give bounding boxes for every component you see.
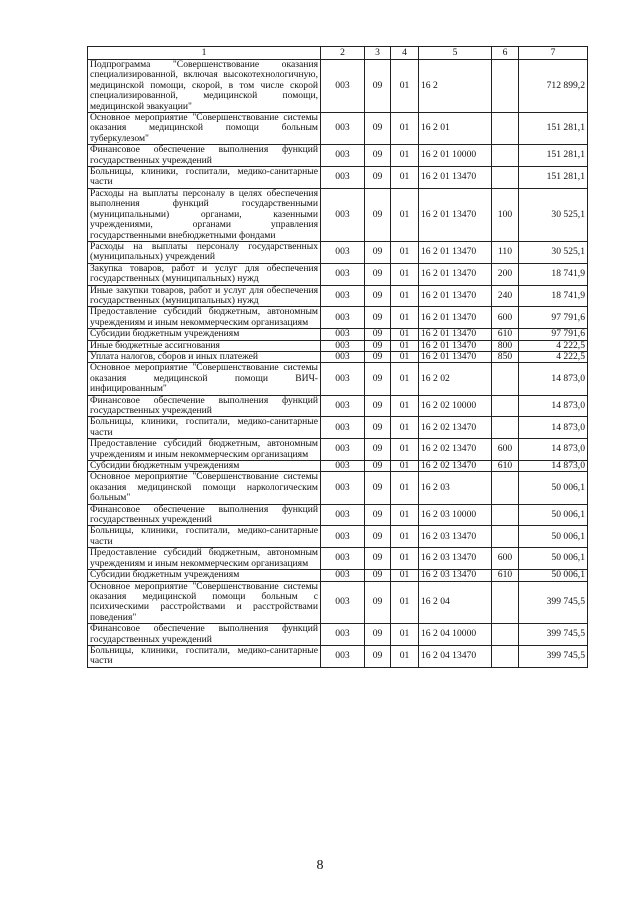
- subsection-cell: 01: [391, 645, 419, 667]
- target-article-cell: 16 2 02 13470: [419, 417, 492, 439]
- section-cell: 09: [365, 472, 391, 504]
- target-article-cell: 16 2 03: [419, 472, 492, 504]
- amount-cell: 14 873,0: [519, 461, 588, 472]
- section-cell: 09: [365, 285, 391, 307]
- target-article-cell: 16 2 03 13470: [419, 548, 492, 570]
- amount-cell: 50 006,1: [519, 504, 588, 526]
- expense-type-cell: [492, 417, 519, 439]
- table-row: [88, 263, 588, 285]
- amount-cell: 14 873,0: [519, 439, 588, 461]
- grbs-cell: 003: [321, 340, 365, 351]
- expense-type-cell: [492, 113, 519, 145]
- section-cell: 09: [365, 581, 391, 624]
- amount-cell: 14 873,0: [519, 363, 588, 395]
- subsection-cell: 01: [391, 329, 419, 340]
- subsection-cell: 01: [391, 307, 419, 329]
- target-article-cell: 16 2: [419, 60, 492, 113]
- table-row: [88, 340, 588, 351]
- table-row: [88, 581, 588, 624]
- table-row: [88, 241, 588, 263]
- column-header: 6: [492, 47, 519, 60]
- column-header: 4: [391, 47, 419, 60]
- column-header: 1: [88, 47, 321, 60]
- section-cell: 09: [365, 548, 391, 570]
- table-row: [88, 624, 588, 646]
- row-name-cell: Основное мероприятие "Совершенствование системы оказания медицинской помощи наркологическим больным": [88, 472, 321, 504]
- table-row: [88, 307, 588, 329]
- amount-cell: 712 899,2: [519, 60, 588, 113]
- target-article-cell: 16 2 02: [419, 363, 492, 395]
- amount-cell: 97 791,6: [519, 307, 588, 329]
- expense-type-cell: 610: [492, 329, 519, 340]
- amount-cell: 151 281,1: [519, 113, 588, 145]
- section-cell: 09: [365, 570, 391, 581]
- section-cell: 09: [365, 188, 391, 241]
- row-name-cell: Закупка товаров, работ и услуг для обеспечения государственных (муниципальных) нужд: [88, 263, 321, 285]
- expense-type-cell: [492, 145, 519, 167]
- subsection-cell: 01: [391, 570, 419, 581]
- section-cell: 09: [365, 461, 391, 472]
- row-name-cell: Предоставление субсидий бюджетным, автономным учреждениям и иным некоммерческим организациям: [88, 548, 321, 570]
- target-article-cell: 16 2 04: [419, 581, 492, 624]
- section-cell: 09: [365, 526, 391, 548]
- amount-cell: 4 222,5: [519, 351, 588, 362]
- grbs-cell: 003: [321, 439, 365, 461]
- table-row: [88, 145, 588, 167]
- amount-cell: 14 873,0: [519, 417, 588, 439]
- grbs-cell: 003: [321, 329, 365, 340]
- amount-cell: 399 745,5: [519, 624, 588, 646]
- table-row: [88, 526, 588, 548]
- column-header: 2: [321, 47, 365, 60]
- subsection-cell: 01: [391, 60, 419, 113]
- amount-cell: 399 745,5: [519, 645, 588, 667]
- grbs-cell: 003: [321, 145, 365, 167]
- section-cell: 09: [365, 504, 391, 526]
- table-row: [88, 188, 588, 241]
- row-name-cell: Предоставление субсидий бюджетным, автономным учреждениям и иным некоммерческим организациям: [88, 439, 321, 461]
- section-cell: 09: [365, 113, 391, 145]
- grbs-cell: 003: [321, 263, 365, 285]
- table-row: [88, 570, 588, 581]
- grbs-cell: 003: [321, 285, 365, 307]
- section-cell: 09: [365, 439, 391, 461]
- row-name-cell: Иные закупки товаров, работ и услуг для обеспечения государственных (муниципальных) нужд: [88, 285, 321, 307]
- target-article-cell: 16 2 01 13470: [419, 188, 492, 241]
- subsection-cell: 01: [391, 417, 419, 439]
- section-cell: 09: [365, 340, 391, 351]
- row-name-cell: Подпрограмма "Совершенствование оказания специализированной, включая высокотехнологичную, медицинской помощи, скорой, в том числе скорой специализированной, медицинской помощи, медицинской эвакуации": [88, 60, 321, 113]
- section-cell: 09: [365, 145, 391, 167]
- expense-type-cell: [492, 526, 519, 548]
- subsection-cell: 01: [391, 351, 419, 362]
- target-article-cell: 16 2 01 13470: [419, 329, 492, 340]
- amount-cell: 50 006,1: [519, 526, 588, 548]
- subsection-cell: 01: [391, 285, 419, 307]
- section-cell: 09: [365, 645, 391, 667]
- row-name-cell: Расходы на выплаты персоналу в целях обеспечения выполнения функций государственными (муниципальными) органами, казенными учреждениями, органами управления государственными внебюджетными фондами: [88, 188, 321, 241]
- grbs-cell: 003: [321, 417, 365, 439]
- target-article-cell: 16 2 03 10000: [419, 504, 492, 526]
- amount-cell: 50 006,1: [519, 472, 588, 504]
- amount-cell: 151 281,1: [519, 145, 588, 167]
- subsection-cell: 01: [391, 504, 419, 526]
- amount-cell: 14 873,0: [519, 395, 588, 417]
- grbs-cell: 003: [321, 351, 365, 362]
- table-row: [88, 60, 588, 113]
- amount-cell: 18 741,9: [519, 263, 588, 285]
- target-article-cell: 16 2 01 13470: [419, 285, 492, 307]
- table-header-row: [88, 47, 588, 60]
- grbs-cell: 003: [321, 395, 365, 417]
- grbs-cell: 003: [321, 624, 365, 646]
- row-name-cell: Предоставление субсидий бюджетным, автономным учреждениям и иным некоммерческим организациям: [88, 307, 321, 329]
- section-cell: 09: [365, 167, 391, 189]
- subsection-cell: 01: [391, 472, 419, 504]
- subsection-cell: 01: [391, 340, 419, 351]
- subsection-cell: 01: [391, 145, 419, 167]
- table-body: [88, 60, 588, 668]
- grbs-cell: 003: [321, 548, 365, 570]
- row-name-cell: Иные бюджетные ассигнования: [88, 340, 321, 351]
- section-cell: 09: [365, 417, 391, 439]
- row-name-cell: Больницы, клиники, госпитали, медико-санитарные части: [88, 645, 321, 667]
- section-cell: 09: [365, 395, 391, 417]
- subsection-cell: 01: [391, 395, 419, 417]
- expense-type-cell: 240: [492, 285, 519, 307]
- amount-cell: 399 745,5: [519, 581, 588, 624]
- subsection-cell: 01: [391, 461, 419, 472]
- section-cell: 09: [365, 241, 391, 263]
- target-article-cell: 16 2 01 10000: [419, 145, 492, 167]
- amount-cell: 50 006,1: [519, 548, 588, 570]
- subsection-cell: 01: [391, 624, 419, 646]
- budget-table: [87, 46, 588, 668]
- section-cell: 09: [365, 307, 391, 329]
- row-name-cell: Финансовое обеспечение выполнения функций государственных учреждений: [88, 624, 321, 646]
- grbs-cell: 003: [321, 472, 365, 504]
- expense-type-cell: 600: [492, 307, 519, 329]
- target-article-cell: 16 2 04 10000: [419, 624, 492, 646]
- row-name-cell: Основное мероприятие "Совершенствование системы оказания медицинской помощи больным с психическими расстройствами и расстройствами поведения": [88, 581, 321, 624]
- section-cell: 09: [365, 624, 391, 646]
- table-row: [88, 167, 588, 189]
- table-row: [88, 329, 588, 340]
- table-row: [88, 461, 588, 472]
- expense-type-cell: [492, 581, 519, 624]
- grbs-cell: 003: [321, 60, 365, 113]
- table-row: [88, 113, 588, 145]
- expense-type-cell: 200: [492, 263, 519, 285]
- row-name-cell: Субсидии бюджетным учреждениям: [88, 329, 321, 340]
- expense-type-cell: [492, 504, 519, 526]
- target-article-cell: 16 2 01 13470: [419, 340, 492, 351]
- amount-cell: 97 791,6: [519, 329, 588, 340]
- grbs-cell: 003: [321, 526, 365, 548]
- amount-cell: 30 525,1: [519, 241, 588, 263]
- expense-type-cell: [492, 363, 519, 395]
- row-name-cell: Основное мероприятие "Совершенствование системы оказания медицинской помощи ВИЧ-инфицированным": [88, 363, 321, 395]
- subsection-cell: 01: [391, 263, 419, 285]
- grbs-cell: 003: [321, 363, 365, 395]
- target-article-cell: 16 2 01 13470: [419, 307, 492, 329]
- amount-cell: 18 741,9: [519, 285, 588, 307]
- subsection-cell: 01: [391, 581, 419, 624]
- grbs-cell: 003: [321, 307, 365, 329]
- amount-cell: 30 525,1: [519, 188, 588, 241]
- expense-type-cell: 100: [492, 188, 519, 241]
- subsection-cell: 01: [391, 241, 419, 263]
- row-name-cell: Основное мероприятие "Совершенствование системы оказания медицинской помощи больным туберкулезом": [88, 113, 321, 145]
- expense-type-cell: 110: [492, 241, 519, 263]
- row-name-cell: Финансовое обеспечение выполнения функций государственных учреждений: [88, 395, 321, 417]
- row-name-cell: Больницы, клиники, госпитали, медико-санитарные части: [88, 167, 321, 189]
- expense-type-cell: [492, 167, 519, 189]
- table-row: [88, 285, 588, 307]
- row-name-cell: Больницы, клиники, госпитали, медико-санитарные части: [88, 417, 321, 439]
- amount-cell: 50 006,1: [519, 570, 588, 581]
- section-cell: 09: [365, 363, 391, 395]
- row-name-cell: Уплата налогов, сборов и иных платежей: [88, 351, 321, 362]
- target-article-cell: 16 2 03 13470: [419, 526, 492, 548]
- expense-type-cell: 800: [492, 340, 519, 351]
- row-name-cell: Финансовое обеспечение выполнения функций государственных учреждений: [88, 504, 321, 526]
- table-row: [88, 548, 588, 570]
- target-article-cell: 16 2 01 13470: [419, 351, 492, 362]
- row-name-cell: Субсидии бюджетным учреждениям: [88, 461, 321, 472]
- target-article-cell: 16 2 02 13470: [419, 461, 492, 472]
- expense-type-cell: [492, 395, 519, 417]
- expense-type-cell: [492, 60, 519, 113]
- amount-cell: 4 222,5: [519, 340, 588, 351]
- table-row: [88, 645, 588, 667]
- target-article-cell: 16 2 01 13470: [419, 167, 492, 189]
- expense-type-cell: 610: [492, 461, 519, 472]
- table-row: [88, 439, 588, 461]
- subsection-cell: 01: [391, 113, 419, 145]
- column-header: 3: [365, 47, 391, 60]
- amount-cell: 151 281,1: [519, 167, 588, 189]
- grbs-cell: 003: [321, 581, 365, 624]
- grbs-cell: 003: [321, 188, 365, 241]
- table-row: [88, 417, 588, 439]
- expense-type-cell: [492, 645, 519, 667]
- subsection-cell: 01: [391, 167, 419, 189]
- expense-type-cell: [492, 624, 519, 646]
- section-cell: 09: [365, 329, 391, 340]
- subsection-cell: 01: [391, 188, 419, 241]
- expense-type-cell: 850: [492, 351, 519, 362]
- page-number: 8: [316, 858, 324, 873]
- table-row: [88, 395, 588, 417]
- section-cell: 09: [365, 351, 391, 362]
- grbs-cell: 003: [321, 645, 365, 667]
- expense-type-cell: [492, 472, 519, 504]
- row-name-cell: Расходы на выплаты персоналу государственных (муниципальных) учреждений: [88, 241, 321, 263]
- subsection-cell: 01: [391, 439, 419, 461]
- expense-type-cell: 600: [492, 548, 519, 570]
- expense-type-cell: 610: [492, 570, 519, 581]
- column-header: 5: [419, 47, 492, 60]
- target-article-cell: 16 2 01 13470: [419, 263, 492, 285]
- section-cell: 09: [365, 60, 391, 113]
- target-article-cell: 16 2 01: [419, 113, 492, 145]
- expense-type-cell: 600: [492, 439, 519, 461]
- table-row: [88, 504, 588, 526]
- row-name-cell: Финансовое обеспечение выполнения функций государственных учреждений: [88, 145, 321, 167]
- table-row: [88, 472, 588, 504]
- subsection-cell: 01: [391, 363, 419, 395]
- grbs-cell: 003: [321, 167, 365, 189]
- target-article-cell: 16 2 02 10000: [419, 395, 492, 417]
- section-cell: 09: [365, 263, 391, 285]
- table-row: [88, 363, 588, 395]
- grbs-cell: 003: [321, 113, 365, 145]
- grbs-cell: 003: [321, 461, 365, 472]
- target-article-cell: 16 2 02 13470: [419, 439, 492, 461]
- grbs-cell: 003: [321, 570, 365, 581]
- table-row: [88, 351, 588, 362]
- target-article-cell: 16 2 01 13470: [419, 241, 492, 263]
- target-article-cell: 16 2 03 13470: [419, 570, 492, 581]
- row-name-cell: Больницы, клиники, госпитали, медико-санитарные части: [88, 526, 321, 548]
- grbs-cell: 003: [321, 241, 365, 263]
- grbs-cell: 003: [321, 504, 365, 526]
- subsection-cell: 01: [391, 548, 419, 570]
- target-article-cell: 16 2 04 13470: [419, 645, 492, 667]
- column-header: 7: [519, 47, 588, 60]
- subsection-cell: 01: [391, 526, 419, 548]
- row-name-cell: Субсидии бюджетным учреждениям: [88, 570, 321, 581]
